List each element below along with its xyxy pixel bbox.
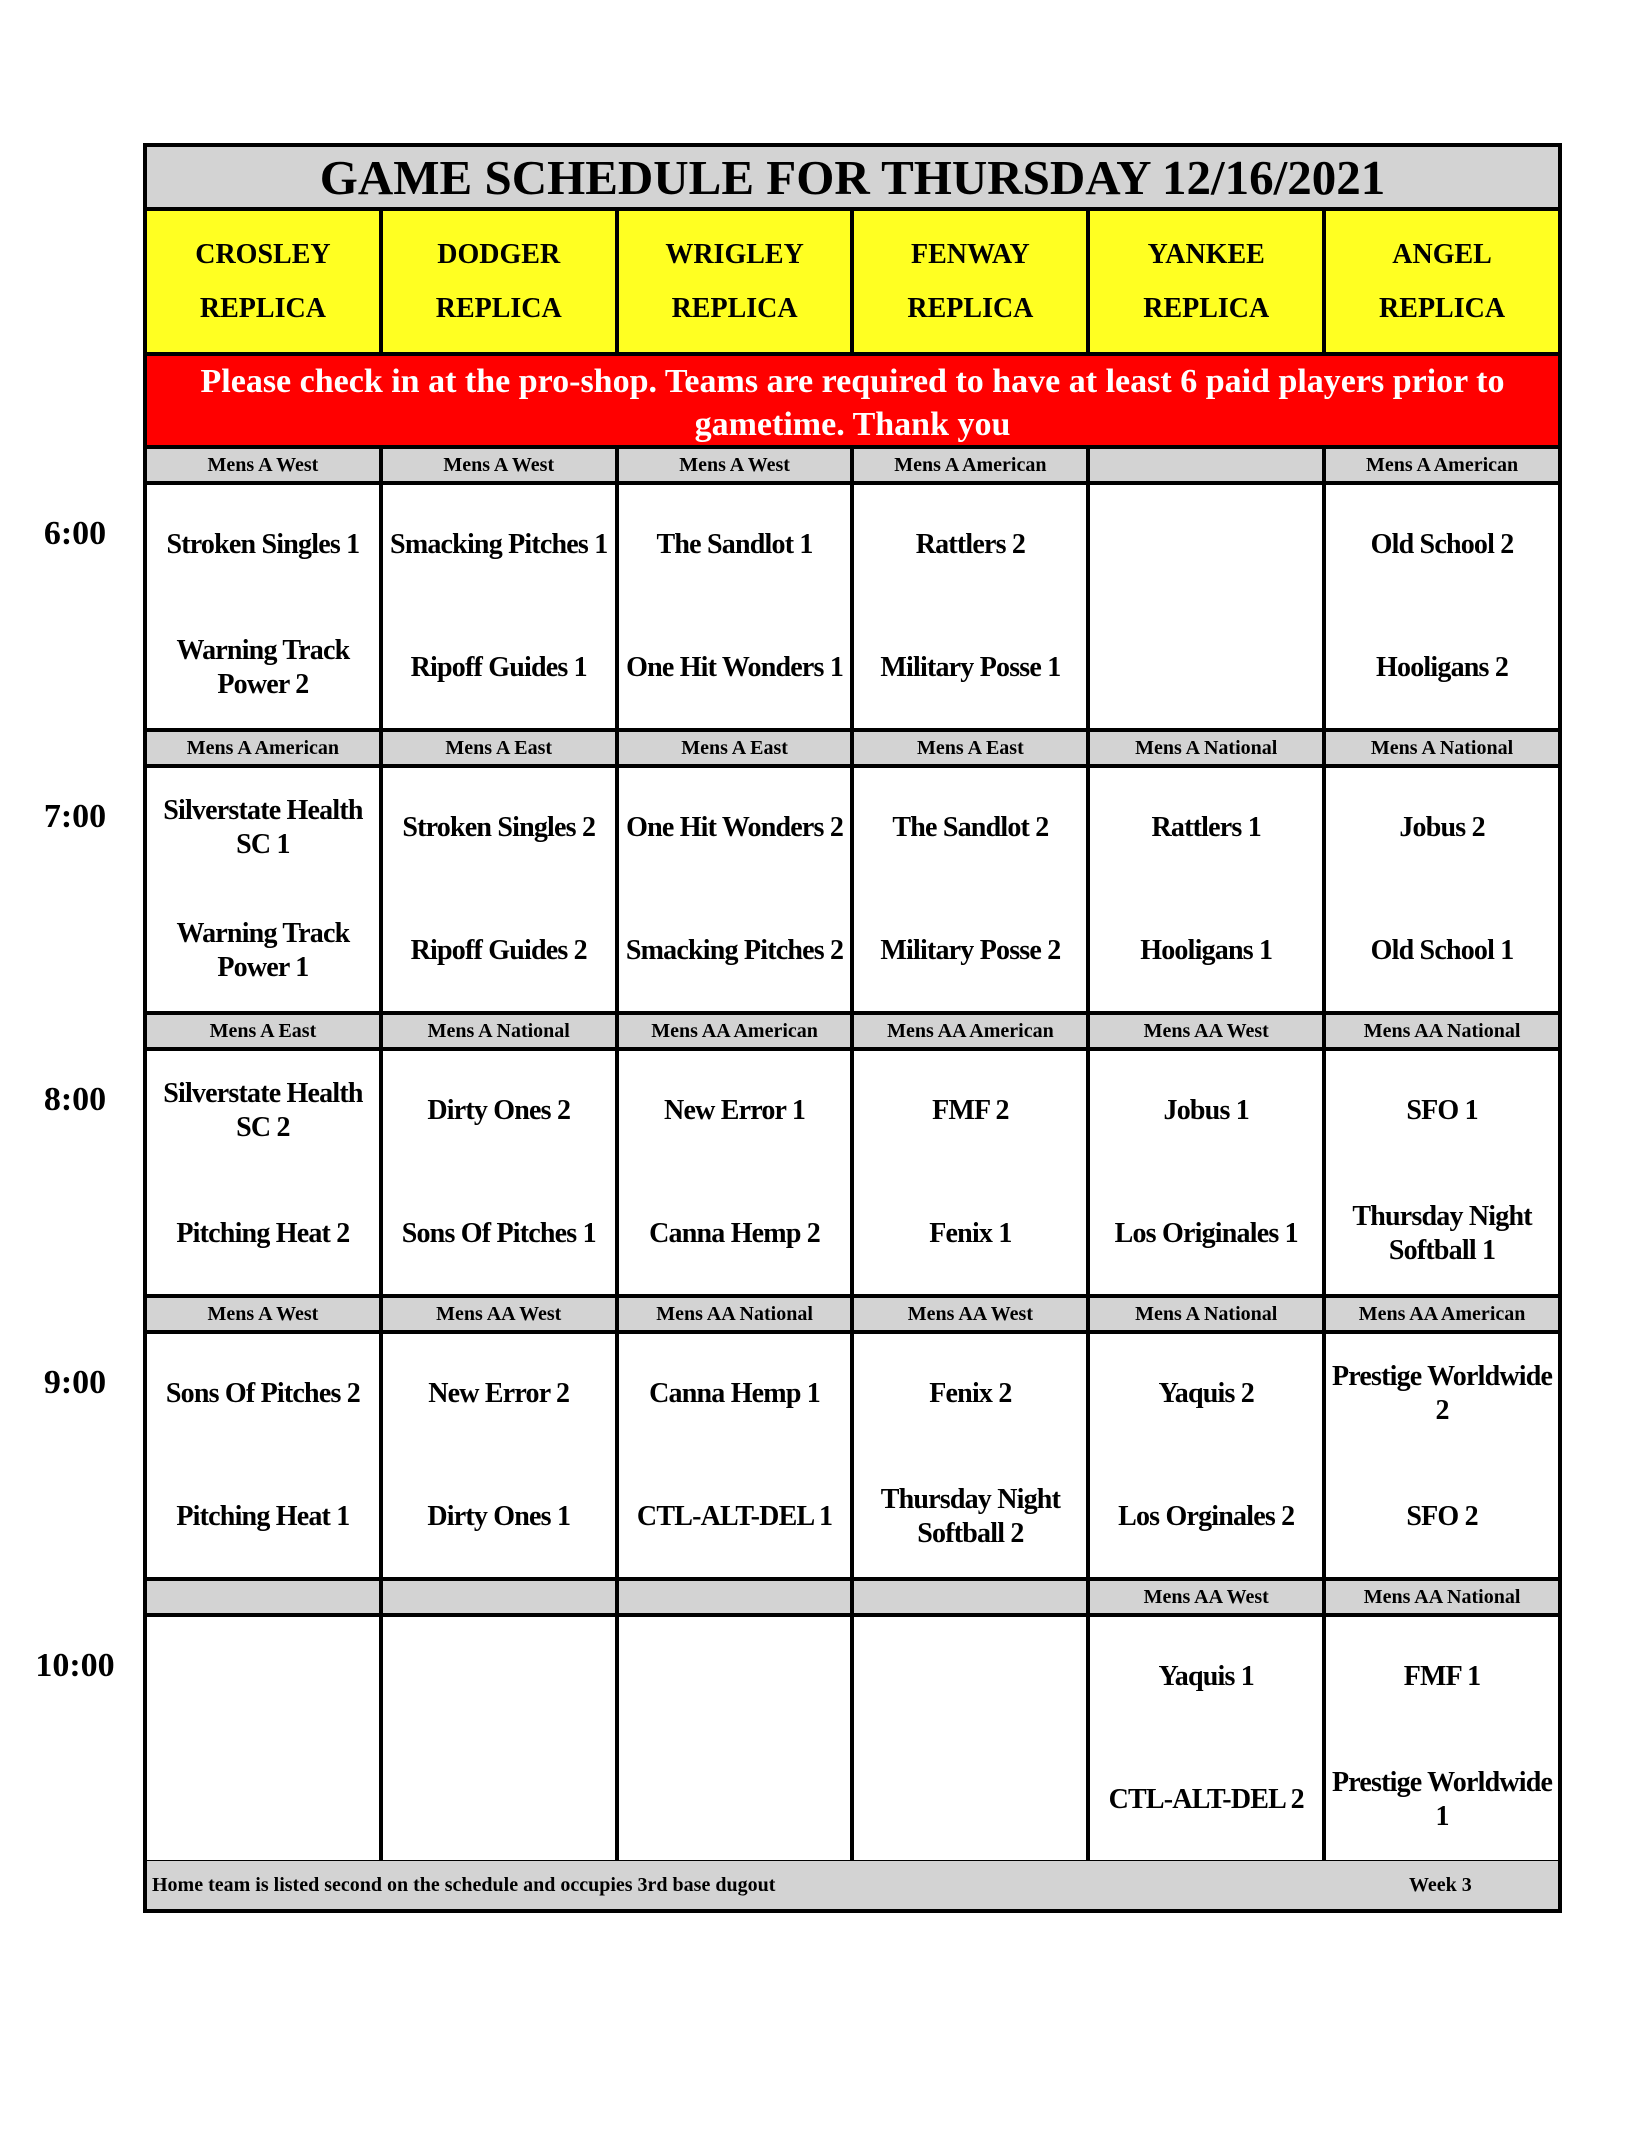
- away-team: FMF 2: [932, 1095, 1009, 1126]
- away-team: Rattlers 2: [915, 529, 1026, 560]
- division-label: Mens AA American: [1358, 1302, 1526, 1325]
- away-team: Yaquis 1: [1158, 1661, 1254, 1692]
- time-slot-block: [147, 449, 1558, 732]
- home-team: Warning Track Power 2: [176, 635, 350, 700]
- away-team: Old School 2: [1370, 529, 1514, 560]
- field-header-row: [147, 211, 1558, 356]
- game-cell: [383, 768, 619, 1011]
- home-team: Military Posse 2: [880, 935, 1061, 966]
- away-team: Stroken Singles 2: [402, 812, 596, 843]
- field-subtitle: REPLICA: [1143, 292, 1270, 324]
- home-team: SFO 2: [1406, 1501, 1478, 1532]
- away-team: New Error 2: [428, 1378, 570, 1409]
- field-name: DODGER: [437, 238, 561, 270]
- game-cell: [1326, 1617, 1558, 1860]
- division-label: Mens A American: [1365, 453, 1519, 476]
- field-subtitle: REPLICA: [1379, 292, 1506, 324]
- home-team: Hooligans 1: [1140, 935, 1273, 966]
- time-slot-block: [147, 1015, 1558, 1298]
- home-team: [623, 1760, 847, 1840]
- game-cell: [619, 768, 855, 1011]
- division-row: [147, 1581, 1558, 1617]
- time-label: 8:00: [43, 1081, 107, 1118]
- away-team: Yaquis 2: [1158, 1378, 1254, 1409]
- field-subtitle: REPLICA: [907, 292, 1034, 324]
- division-label: Mens A American: [854, 449, 1090, 481]
- time-label: 9:00: [43, 1364, 107, 1401]
- division-label: Mens AA American: [619, 1015, 855, 1047]
- game-cell: [147, 1051, 383, 1294]
- away-team: [858, 1637, 1082, 1717]
- away-team: Canna Hemp 1: [649, 1378, 820, 1409]
- field-header: [147, 211, 383, 352]
- home-team: Fenix 1: [929, 1218, 1012, 1249]
- away-team: FMF 1: [1403, 1661, 1481, 1692]
- field-subtitle: REPLICA: [199, 292, 326, 324]
- division-label: Mens AA West: [1090, 1581, 1326, 1613]
- away-team: [387, 1637, 611, 1717]
- game-cell: [854, 485, 1090, 728]
- game-cell: [619, 1051, 855, 1294]
- division-label: [619, 1581, 855, 1613]
- away-team: Fenix 2: [929, 1378, 1012, 1409]
- home-team: [387, 1760, 611, 1840]
- field-subtitle: REPLICA: [435, 292, 562, 324]
- game-cell: [383, 1051, 619, 1294]
- game-cell: [1090, 1334, 1326, 1577]
- game-cell: [1090, 1617, 1326, 1860]
- home-team: CTL-ALT-DEL 2: [1108, 1784, 1304, 1815]
- field-header: [1326, 211, 1558, 352]
- home-team: Prestige Worldwide 1: [1331, 1767, 1553, 1832]
- away-team: [623, 1637, 847, 1717]
- home-team: Pitching Heat 2: [176, 1218, 350, 1249]
- home-team: Los Originales 1: [1114, 1218, 1298, 1249]
- field-name: YANKEE: [1147, 238, 1265, 270]
- division-label: Mens A East: [619, 732, 855, 764]
- game-cell: [1090, 1051, 1326, 1294]
- home-team: [858, 1760, 1082, 1840]
- games-row: [147, 1334, 1558, 1581]
- division-label: Mens AA West: [854, 1298, 1090, 1330]
- away-team: [151, 1637, 375, 1717]
- division-label: Mens A National: [1370, 736, 1514, 759]
- home-team: Canna Hemp 2: [649, 1218, 820, 1249]
- away-team: Jobus 2: [1399, 812, 1485, 843]
- division-label: Mens A West: [147, 449, 383, 481]
- away-team: Silverstate Health SC 2: [163, 1078, 363, 1143]
- game-cell: [147, 485, 383, 728]
- game-cell: [1326, 768, 1558, 1011]
- away-team: Rattlers 1: [1151, 812, 1261, 843]
- division-label: Mens AA National: [1363, 1585, 1521, 1608]
- game-cell: [619, 1617, 855, 1860]
- home-team: Military Posse 1: [880, 652, 1061, 683]
- game-cell: [383, 485, 619, 728]
- division-label: [147, 1581, 383, 1613]
- division-label: Mens AA West: [1090, 1015, 1326, 1047]
- games-row: [147, 485, 1558, 732]
- away-team: Silverstate Health SC 1: [163, 795, 363, 860]
- away-team: One Hit Wonders 2: [626, 812, 844, 843]
- division-label: Mens AA American: [854, 1015, 1090, 1047]
- division-label: [383, 1581, 619, 1613]
- away-team: [1094, 505, 1318, 585]
- game-cell: [383, 1617, 619, 1860]
- home-team: One Hit Wonders 1: [626, 652, 844, 683]
- division-label: Mens A East: [854, 732, 1090, 764]
- time-slot-block: [147, 1298, 1558, 1581]
- home-team: Old School 1: [1370, 935, 1514, 966]
- division-label: Mens A American: [147, 732, 383, 764]
- game-cell: [1326, 1051, 1558, 1294]
- home-team: CTL-ALT-DEL 1: [636, 1501, 833, 1532]
- time-label: 10:00: [35, 1647, 115, 1684]
- division-row: [147, 1015, 1558, 1051]
- game-cell: [619, 1334, 855, 1577]
- division-label: Mens A National: [1090, 732, 1326, 764]
- home-team: Sons Of Pitches 1: [401, 1218, 596, 1249]
- time-slot-block: [147, 1581, 1558, 1864]
- home-team: Warning Track Power 1: [176, 918, 350, 983]
- week-label: Week 3: [1409, 1874, 1472, 1896]
- division-label: Mens A National: [383, 1015, 619, 1047]
- game-cell: [147, 1334, 383, 1577]
- footer-note: Home team is listed second on the schedule and occupies 3rd base dugout: [152, 1874, 776, 1896]
- home-team: Pitching Heat 1: [176, 1501, 350, 1532]
- games-row: [147, 1617, 1558, 1864]
- home-team: Ripoff Guides 2: [410, 935, 587, 966]
- page-title: GAME SCHEDULE FOR THURSDAY 12/16/2021: [147, 147, 1558, 211]
- division-label: Mens AA National: [619, 1298, 855, 1330]
- away-team: New Error 1: [664, 1095, 806, 1126]
- field-subtitle: REPLICA: [671, 292, 798, 324]
- game-cell: [147, 1617, 383, 1860]
- division-label: Mens A East: [383, 732, 619, 764]
- game-cell: [383, 1334, 619, 1577]
- away-team: Jobus 1: [1163, 1095, 1249, 1126]
- game-cell: [854, 768, 1090, 1011]
- field-header: [383, 211, 619, 352]
- home-team: Ripoff Guides 1: [410, 652, 587, 683]
- home-team: Dirty Ones 1: [427, 1501, 571, 1532]
- field-header: [619, 211, 855, 352]
- schedule-sheet: [143, 143, 1562, 1913]
- home-team: [151, 1760, 375, 1840]
- away-team: The Sandlot 2: [892, 812, 1049, 843]
- division-label: Mens AA West: [383, 1298, 619, 1330]
- division-label: Mens A West: [147, 1298, 383, 1330]
- game-cell: [1326, 1334, 1558, 1577]
- away-team: Prestige Worldwide 2: [1331, 1361, 1553, 1426]
- field-name: FENWAY: [911, 238, 1030, 270]
- division-label: Mens A West: [619, 449, 855, 481]
- home-team: Thursday Night Softball 2: [880, 1484, 1061, 1549]
- division-label: [1090, 449, 1326, 481]
- away-team: The Sandlot 1: [656, 529, 813, 560]
- division-label: Mens AA National: [1363, 1019, 1521, 1042]
- game-cell: [619, 485, 855, 728]
- time-label: 7:00: [43, 798, 107, 835]
- game-cell: [854, 1617, 1090, 1860]
- home-team: Los Orginales 2: [1118, 1501, 1295, 1532]
- game-cell: [854, 1334, 1090, 1577]
- field-header: [1090, 211, 1326, 352]
- away-team: Sons Of Pitches 2: [165, 1378, 360, 1409]
- division-label: [854, 1581, 1090, 1613]
- game-cell: [1090, 485, 1326, 728]
- field-name: ANGEL: [1392, 238, 1492, 270]
- game-cell: [1326, 485, 1558, 728]
- home-team: Hooligans 2: [1376, 652, 1509, 683]
- division-label: Mens A West: [383, 449, 619, 481]
- home-team: [1094, 628, 1318, 708]
- game-cell: [854, 1051, 1090, 1294]
- checkin-notice: Please check in at the pro-shop. Teams are required to have at least 6 paid players prior to gametime. Thank you: [147, 356, 1558, 449]
- game-cell: [1090, 768, 1326, 1011]
- away-team: Stroken Singles 1: [166, 529, 360, 560]
- division-row: [147, 732, 1558, 768]
- field-header: [854, 211, 1090, 352]
- division-row: [147, 1298, 1558, 1334]
- division-label: Mens A National: [1090, 1298, 1326, 1330]
- field-name: WRIGLEY: [665, 238, 804, 270]
- home-team: Thursday Night Softball 1: [1352, 1201, 1532, 1266]
- field-name: CROSLEY: [195, 238, 331, 270]
- time-label: 6:00: [43, 515, 107, 552]
- footer-bar: [147, 1861, 1558, 1909]
- time-slot-block: [147, 732, 1558, 1015]
- division-row: [147, 449, 1558, 485]
- away-team: SFO 1: [1406, 1095, 1478, 1126]
- game-cell: [147, 768, 383, 1011]
- away-team: Smacking Pitches 1: [390, 529, 608, 560]
- away-team: Dirty Ones 2: [427, 1095, 571, 1126]
- games-row: [147, 768, 1558, 1015]
- division-label: Mens A East: [147, 1015, 383, 1047]
- home-team: Smacking Pitches 2: [625, 935, 844, 966]
- games-row: [147, 1051, 1558, 1298]
